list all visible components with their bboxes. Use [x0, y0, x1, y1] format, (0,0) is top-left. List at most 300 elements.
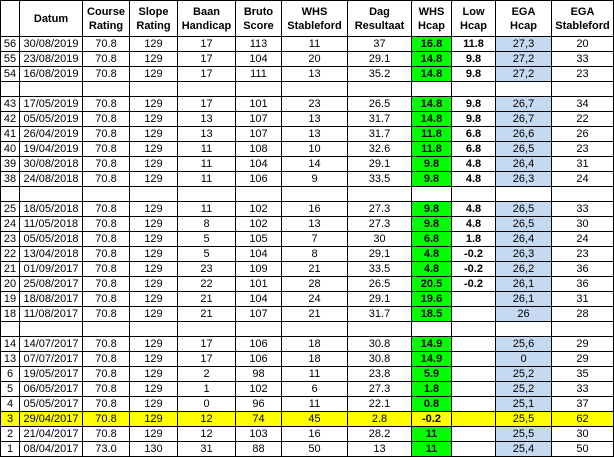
cell-course-rating[interactable]: 70.8 — [83, 112, 130, 127]
cell-whs-stableford[interactable]: 8 — [282, 247, 348, 262]
cell-whs-hcap[interactable]: 9.8 — [412, 202, 452, 217]
cell-whs-stableford[interactable]: 45 — [282, 412, 348, 427]
cell-datum[interactable]: 17/05/2019 — [20, 97, 83, 112]
cell-whs-hcap[interactable]: 16.8 — [412, 37, 452, 52]
cell-ega-stableford[interactable]: 24 — [552, 172, 614, 187]
cell-bruto-score[interactable]: 111 — [236, 67, 282, 82]
cell-low-hcap[interactable]: 4.8 — [452, 157, 496, 172]
cell-datum[interactable]: 11/05/2018 — [20, 217, 83, 232]
cell-bruto-score[interactable]: 101 — [236, 277, 282, 292]
cell-dag-resultaat[interactable]: 31.7 — [348, 307, 412, 322]
cell-bruto-score[interactable]: 103 — [236, 427, 282, 442]
cell-whs-hcap[interactable]: 6.8 — [412, 232, 452, 247]
cell-low-hcap[interactable] — [452, 352, 496, 367]
cell-whs-hcap[interactable]: 9.8 — [412, 157, 452, 172]
cell-slope-rating[interactable]: 129 — [130, 382, 178, 397]
cell-ega-stableford[interactable]: 36 — [552, 277, 614, 292]
cell-slope-rating[interactable]: 129 — [130, 277, 178, 292]
cell-row-number[interactable]: 23 — [1, 232, 20, 247]
empty-cell[interactable] — [236, 82, 282, 97]
cell-dag-resultaat[interactable]: 22.1 — [348, 397, 412, 412]
cell-ega-stableford[interactable]: 33 — [552, 202, 614, 217]
cell-whs-stableford[interactable]: 16 — [282, 202, 348, 217]
cell-course-rating[interactable]: 70.8 — [83, 97, 130, 112]
cell-dag-resultaat[interactable]: 13 — [348, 442, 412, 457]
cell-course-rating[interactable]: 70.8 — [83, 127, 130, 142]
header-ega-stableford[interactable]: EGA Stableford — [552, 1, 614, 37]
cell-whs-hcap[interactable]: 1.8 — [412, 382, 452, 397]
cell-bruto-score[interactable]: 107 — [236, 112, 282, 127]
cell-slope-rating[interactable]: 129 — [130, 37, 178, 52]
cell-low-hcap[interactable]: 9.8 — [452, 112, 496, 127]
cell-dag-resultaat[interactable]: 28.2 — [348, 427, 412, 442]
cell-datum[interactable]: 26/04/2019 — [20, 127, 83, 142]
cell-datum[interactable]: 07/07/2017 — [20, 352, 83, 367]
cell-row-number[interactable]: 40 — [1, 142, 20, 157]
empty-cell[interactable] — [496, 82, 552, 97]
cell-datum[interactable]: 19/05/2017 — [20, 367, 83, 382]
cell-datum[interactable]: 05/05/2019 — [20, 112, 83, 127]
cell-whs-stableford[interactable]: 10 — [282, 142, 348, 157]
header-bruto-score[interactable]: Bruto Score — [236, 1, 282, 37]
cell-slope-rating[interactable]: 129 — [130, 397, 178, 412]
cell-datum[interactable]: 06/05/2017 — [20, 382, 83, 397]
cell-datum[interactable]: 18/08/2017 — [20, 292, 83, 307]
cell-baan-handicap[interactable]: 13 — [178, 112, 236, 127]
cell-whs-hcap[interactable]: 9.8 — [412, 172, 452, 187]
cell-whs-hcap[interactable]: 11 — [412, 427, 452, 442]
cell-baan-handicap[interactable]: 12 — [178, 427, 236, 442]
cell-bruto-score[interactable]: 106 — [236, 172, 282, 187]
cell-ega-hcap[interactable]: 26,3 — [496, 172, 552, 187]
cell-ega-stableford[interactable]: 22 — [552, 112, 614, 127]
cell-low-hcap[interactable]: 4.8 — [452, 172, 496, 187]
cell-whs-stableford[interactable]: 7 — [282, 232, 348, 247]
cell-bruto-score[interactable]: 109 — [236, 262, 282, 277]
empty-cell[interactable] — [496, 187, 552, 202]
cell-dag-resultaat[interactable]: 31.7 — [348, 127, 412, 142]
cell-whs-hcap[interactable]: 14.9 — [412, 352, 452, 367]
cell-whs-hcap[interactable]: 14.8 — [412, 112, 452, 127]
cell-datum[interactable]: 18/05/2018 — [20, 202, 83, 217]
cell-bruto-score[interactable]: 104 — [236, 292, 282, 307]
cell-slope-rating[interactable]: 129 — [130, 427, 178, 442]
cell-bruto-score[interactable]: 104 — [236, 52, 282, 67]
cell-bruto-score[interactable]: 108 — [236, 142, 282, 157]
cell-whs-hcap[interactable]: 11.8 — [412, 142, 452, 157]
cell-baan-handicap[interactable]: 17 — [178, 337, 236, 352]
cell-datum[interactable]: 16/08/2019 — [20, 67, 83, 82]
cell-low-hcap[interactable] — [452, 307, 496, 322]
cell-low-hcap[interactable]: 1.8 — [452, 232, 496, 247]
header-course-rating[interactable]: Course Rating — [83, 1, 130, 37]
cell-baan-handicap[interactable]: 21 — [178, 292, 236, 307]
header-dag-resultaat[interactable]: Dag Resultaat — [348, 1, 412, 37]
cell-baan-handicap[interactable]: 17 — [178, 97, 236, 112]
cell-slope-rating[interactable]: 129 — [130, 247, 178, 262]
cell-low-hcap[interactable] — [452, 382, 496, 397]
cell-dag-resultaat[interactable]: 35.2 — [348, 67, 412, 82]
cell-baan-handicap[interactable]: 17 — [178, 52, 236, 67]
cell-bruto-score[interactable]: 96 — [236, 397, 282, 412]
cell-course-rating[interactable]: 70.8 — [83, 427, 130, 442]
cell-bruto-score[interactable]: 88 — [236, 442, 282, 457]
cell-slope-rating[interactable]: 129 — [130, 172, 178, 187]
header-low-hcap[interactable]: Low Hcap — [452, 1, 496, 37]
empty-cell[interactable] — [452, 82, 496, 97]
empty-cell[interactable] — [236, 322, 282, 337]
empty-cell[interactable] — [496, 322, 552, 337]
cell-ega-stableford[interactable]: 34 — [552, 97, 614, 112]
cell-course-rating[interactable]: 70.8 — [83, 247, 130, 262]
cell-low-hcap[interactable] — [452, 292, 496, 307]
cell-bruto-score[interactable]: 102 — [236, 382, 282, 397]
cell-dag-resultaat[interactable]: 26.5 — [348, 277, 412, 292]
cell-baan-handicap[interactable]: 5 — [178, 247, 236, 262]
cell-low-hcap[interactable] — [452, 427, 496, 442]
cell-dag-resultaat[interactable]: 27.3 — [348, 382, 412, 397]
cell-row-number[interactable]: 21 — [1, 262, 20, 277]
cell-whs-stableford[interactable]: 21 — [282, 262, 348, 277]
cell-bruto-score[interactable]: 74 — [236, 412, 282, 427]
cell-baan-handicap[interactable]: 12 — [178, 412, 236, 427]
empty-cell[interactable] — [552, 187, 614, 202]
cell-ega-stableford[interactable]: 31 — [552, 157, 614, 172]
cell-slope-rating[interactable]: 129 — [130, 232, 178, 247]
cell-whs-hcap[interactable]: 14.9 — [412, 337, 452, 352]
cell-row-number[interactable]: 3 — [1, 412, 20, 427]
cell-row-number[interactable]: 5 — [1, 382, 20, 397]
cell-ega-stableford[interactable]: 36 — [552, 262, 614, 277]
cell-datum[interactable]: 21/04/2017 — [20, 427, 83, 442]
cell-ega-hcap[interactable]: 26,6 — [496, 127, 552, 142]
cell-baan-handicap[interactable]: 23 — [178, 262, 236, 277]
cell-baan-handicap[interactable]: 17 — [178, 67, 236, 82]
cell-ega-stableford[interactable]: 37 — [552, 397, 614, 412]
cell-baan-handicap[interactable]: 17 — [178, 37, 236, 52]
cell-row-number[interactable]: 43 — [1, 97, 20, 112]
cell-ega-hcap[interactable]: 25,1 — [496, 397, 552, 412]
cell-baan-handicap[interactable]: 17 — [178, 352, 236, 367]
cell-bruto-score[interactable]: 107 — [236, 127, 282, 142]
cell-ega-hcap[interactable]: 26,5 — [496, 202, 552, 217]
cell-datum[interactable]: 01/09/2017 — [20, 262, 83, 277]
header-whs-hcap[interactable]: WHS Hcap — [412, 1, 452, 37]
cell-slope-rating[interactable]: 129 — [130, 292, 178, 307]
cell-low-hcap[interactable] — [452, 337, 496, 352]
cell-ega-stableford[interactable]: 62 — [552, 412, 614, 427]
cell-row-number[interactable]: 56 — [1, 37, 20, 52]
cell-whs-hcap[interactable]: 11.8 — [412, 127, 452, 142]
cell-baan-handicap[interactable]: 11 — [178, 172, 236, 187]
cell-slope-rating[interactable]: 129 — [130, 202, 178, 217]
cell-ega-hcap[interactable]: 26,5 — [496, 217, 552, 232]
empty-cell[interactable] — [236, 187, 282, 202]
cell-whs-hcap[interactable]: 4.8 — [412, 262, 452, 277]
cell-baan-handicap[interactable]: 0 — [178, 397, 236, 412]
cell-ega-stableford[interactable]: 24 — [552, 232, 614, 247]
cell-course-rating[interactable]: 70.8 — [83, 262, 130, 277]
cell-whs-stableford[interactable]: 18 — [282, 352, 348, 367]
cell-dag-resultaat[interactable]: 29.1 — [348, 247, 412, 262]
cell-datum[interactable]: 30/08/2018 — [20, 157, 83, 172]
cell-ega-hcap[interactable]: 25,4 — [496, 442, 552, 457]
cell-whs-stableford[interactable]: 13 — [282, 112, 348, 127]
cell-ega-hcap[interactable]: 26,7 — [496, 112, 552, 127]
cell-ega-hcap[interactable]: 27,2 — [496, 52, 552, 67]
cell-row-number[interactable]: 2 — [1, 427, 20, 442]
cell-ega-hcap[interactable]: 25,5 — [496, 412, 552, 427]
cell-ega-stableford[interactable]: 30 — [552, 427, 614, 442]
cell-whs-stableford[interactable]: 50 — [282, 442, 348, 457]
cell-whs-hcap[interactable]: 9.8 — [412, 217, 452, 232]
cell-ega-hcap[interactable]: 26,3 — [496, 247, 552, 262]
empty-cell[interactable] — [348, 82, 412, 97]
cell-low-hcap[interactable] — [452, 412, 496, 427]
cell-slope-rating[interactable]: 129 — [130, 67, 178, 82]
cell-dag-resultaat[interactable]: 31.7 — [348, 112, 412, 127]
cell-ega-stableford[interactable]: 26 — [552, 127, 614, 142]
cell-row-number[interactable]: 55 — [1, 52, 20, 67]
cell-slope-rating[interactable]: 129 — [130, 97, 178, 112]
cell-course-rating[interactable]: 70.8 — [83, 157, 130, 172]
cell-course-rating[interactable]: 70.8 — [83, 337, 130, 352]
cell-ega-stableford[interactable]: 29 — [552, 337, 614, 352]
cell-whs-hcap[interactable]: 18.5 — [412, 307, 452, 322]
cell-bruto-score[interactable]: 101 — [236, 97, 282, 112]
empty-cell[interactable] — [178, 187, 236, 202]
cell-ega-stableford[interactable]: 23 — [552, 67, 614, 82]
cell-course-rating[interactable]: 70.8 — [83, 202, 130, 217]
cell-course-rating[interactable]: 73.0 — [83, 442, 130, 457]
cell-bruto-score[interactable]: 98 — [236, 367, 282, 382]
cell-ega-stableford[interactable]: 28 — [552, 307, 614, 322]
cell-course-rating[interactable]: 70.8 — [83, 397, 130, 412]
empty-cell[interactable] — [348, 322, 412, 337]
cell-ega-stableford[interactable]: 23 — [552, 247, 614, 262]
cell-whs-stableford[interactable]: 11 — [282, 397, 348, 412]
cell-ega-hcap[interactable]: 26,1 — [496, 292, 552, 307]
cell-dag-resultaat[interactable]: 32.6 — [348, 142, 412, 157]
cell-row-number[interactable]: 54 — [1, 67, 20, 82]
cell-whs-stableford[interactable]: 16 — [282, 427, 348, 442]
empty-cell[interactable] — [83, 322, 130, 337]
empty-cell[interactable] — [178, 82, 236, 97]
cell-whs-stableford[interactable]: 14 — [282, 157, 348, 172]
cell-dag-resultaat[interactable]: 23.8 — [348, 367, 412, 382]
cell-whs-stableford[interactable]: 13 — [282, 127, 348, 142]
cell-whs-stableford[interactable]: 23 — [282, 97, 348, 112]
cell-datum[interactable]: 29/04/2017 — [20, 412, 83, 427]
cell-ega-stableford[interactable]: 30 — [552, 217, 614, 232]
cell-low-hcap[interactable]: 9.8 — [452, 67, 496, 82]
cell-dag-resultaat[interactable]: 2.8 — [348, 412, 412, 427]
cell-course-rating[interactable]: 70.8 — [83, 67, 130, 82]
cell-row-number[interactable]: 24 — [1, 217, 20, 232]
cell-ega-hcap[interactable]: 26,2 — [496, 262, 552, 277]
cell-slope-rating[interactable]: 129 — [130, 217, 178, 232]
cell-row-number[interactable]: 13 — [1, 352, 20, 367]
cell-row-number[interactable]: 25 — [1, 202, 20, 217]
cell-course-rating[interactable]: 70.8 — [83, 367, 130, 382]
cell-baan-handicap[interactable]: 22 — [178, 277, 236, 292]
cell-whs-hcap[interactable]: 11 — [412, 442, 452, 457]
cell-course-rating[interactable]: 70.8 — [83, 172, 130, 187]
cell-course-rating[interactable]: 70.8 — [83, 52, 130, 67]
cell-row-number[interactable]: 6 — [1, 367, 20, 382]
cell-baan-handicap[interactable]: 1 — [178, 382, 236, 397]
cell-slope-rating[interactable]: 129 — [130, 142, 178, 157]
cell-datum[interactable]: 13/04/2018 — [20, 247, 83, 262]
cell-datum[interactable]: 11/08/2017 — [20, 307, 83, 322]
empty-cell[interactable] — [130, 82, 178, 97]
cell-slope-rating[interactable]: 129 — [130, 307, 178, 322]
cell-baan-handicap[interactable]: 11 — [178, 142, 236, 157]
cell-whs-hcap[interactable]: 20.5 — [412, 277, 452, 292]
cell-row-number[interactable]: 39 — [1, 157, 20, 172]
cell-whs-stableford[interactable]: 21 — [282, 307, 348, 322]
cell-bruto-score[interactable]: 104 — [236, 247, 282, 262]
cell-whs-stableford[interactable]: 18 — [282, 337, 348, 352]
header-whs-stableford[interactable]: WHS Stableford — [282, 1, 348, 37]
cell-dag-resultaat[interactable]: 33.5 — [348, 262, 412, 277]
cell-baan-handicap[interactable]: 31 — [178, 442, 236, 457]
cell-datum[interactable]: 24/08/2018 — [20, 172, 83, 187]
empty-cell[interactable] — [83, 187, 130, 202]
cell-baan-handicap[interactable]: 2 — [178, 367, 236, 382]
cell-ega-hcap[interactable]: 25,6 — [496, 337, 552, 352]
cell-row-number[interactable]: 1 — [1, 442, 20, 457]
cell-low-hcap[interactable] — [452, 442, 496, 457]
cell-baan-handicap[interactable]: 11 — [178, 157, 236, 172]
cell-course-rating[interactable]: 70.8 — [83, 217, 130, 232]
cell-slope-rating[interactable]: 129 — [130, 157, 178, 172]
cell-ega-hcap[interactable]: 26 — [496, 307, 552, 322]
cell-baan-handicap[interactable]: 8 — [178, 217, 236, 232]
header-ega-hcap[interactable]: EGA Hcap — [496, 1, 552, 37]
cell-low-hcap[interactable]: -0.2 — [452, 262, 496, 277]
empty-cell[interactable] — [20, 322, 83, 337]
cell-row-number[interactable]: 41 — [1, 127, 20, 142]
cell-course-rating[interactable]: 70.8 — [83, 37, 130, 52]
cell-slope-rating[interactable]: 129 — [130, 112, 178, 127]
cell-low-hcap[interactable]: 11.8 — [452, 37, 496, 52]
cell-course-rating[interactable]: 70.8 — [83, 232, 130, 247]
cell-datum[interactable]: 23/08/2019 — [20, 52, 83, 67]
cell-whs-hcap[interactable]: 14.8 — [412, 67, 452, 82]
cell-course-rating[interactable]: 70.8 — [83, 292, 130, 307]
empty-cell[interactable] — [130, 322, 178, 337]
cell-whs-stableford[interactable]: 28 — [282, 277, 348, 292]
empty-cell[interactable] — [282, 322, 348, 337]
cell-dag-resultaat[interactable]: 30.8 — [348, 337, 412, 352]
cell-ega-stableford[interactable]: 23 — [552, 142, 614, 157]
empty-cell[interactable] — [1, 322, 20, 337]
empty-cell[interactable] — [83, 82, 130, 97]
cell-slope-rating[interactable]: 130 — [130, 442, 178, 457]
header-slope-rating[interactable]: Slope Rating — [130, 1, 178, 37]
cell-low-hcap[interactable]: -0.2 — [452, 277, 496, 292]
empty-cell[interactable] — [552, 322, 614, 337]
cell-datum[interactable]: 08/04/2017 — [20, 442, 83, 457]
cell-low-hcap[interactable]: 9.8 — [452, 97, 496, 112]
cell-ega-hcap[interactable]: 25,2 — [496, 367, 552, 382]
cell-ega-hcap[interactable]: 0 — [496, 352, 552, 367]
empty-cell[interactable] — [282, 187, 348, 202]
cell-dag-resultaat[interactable]: 37 — [348, 37, 412, 52]
cell-baan-handicap[interactable]: 21 — [178, 307, 236, 322]
cell-dag-resultaat[interactable]: 29.1 — [348, 52, 412, 67]
cell-course-rating[interactable]: 70.8 — [83, 352, 130, 367]
cell-bruto-score[interactable]: 107 — [236, 307, 282, 322]
empty-cell[interactable] — [412, 82, 452, 97]
cell-course-rating[interactable]: 70.8 — [83, 412, 130, 427]
cell-dag-resultaat[interactable]: 29.1 — [348, 157, 412, 172]
cell-row-number[interactable]: 20 — [1, 277, 20, 292]
cell-dag-resultaat[interactable]: 33.5 — [348, 172, 412, 187]
cell-whs-stableford[interactable]: 6 — [282, 382, 348, 397]
cell-course-rating[interactable]: 70.8 — [83, 382, 130, 397]
cell-datum[interactable]: 25/08/2017 — [20, 277, 83, 292]
cell-ega-stableford[interactable]: 33 — [552, 382, 614, 397]
empty-cell[interactable] — [452, 187, 496, 202]
cell-whs-hcap[interactable]: -0.2 — [412, 412, 452, 427]
cell-whs-stableford[interactable]: 13 — [282, 67, 348, 82]
cell-ega-stableford[interactable]: 29 — [552, 352, 614, 367]
cell-low-hcap[interactable]: 4.8 — [452, 202, 496, 217]
cell-low-hcap[interactable]: 9.8 — [452, 52, 496, 67]
cell-low-hcap[interactable]: 6.8 — [452, 142, 496, 157]
cell-slope-rating[interactable]: 129 — [130, 412, 178, 427]
cell-bruto-score[interactable]: 102 — [236, 217, 282, 232]
cell-row-number[interactable]: 18 — [1, 307, 20, 322]
cell-bruto-score[interactable]: 102 — [236, 202, 282, 217]
cell-row-number[interactable]: 14 — [1, 337, 20, 352]
empty-cell[interactable] — [178, 322, 236, 337]
cell-slope-rating[interactable]: 129 — [130, 337, 178, 352]
cell-ega-hcap[interactable]: 25,5 — [496, 427, 552, 442]
cell-ega-stableford[interactable]: 33 — [552, 52, 614, 67]
cell-row-number[interactable]: 4 — [1, 397, 20, 412]
cell-course-rating[interactable]: 70.8 — [83, 142, 130, 157]
cell-datum[interactable]: 19/04/2019 — [20, 142, 83, 157]
cell-row-number[interactable]: 42 — [1, 112, 20, 127]
cell-course-rating[interactable]: 70.8 — [83, 307, 130, 322]
cell-slope-rating[interactable]: 129 — [130, 52, 178, 67]
cell-bruto-score[interactable]: 104 — [236, 157, 282, 172]
cell-dag-resultaat[interactable]: 27.3 — [348, 217, 412, 232]
empty-cell[interactable] — [130, 187, 178, 202]
cell-row-number[interactable]: 38 — [1, 172, 20, 187]
empty-cell[interactable] — [282, 82, 348, 97]
cell-baan-handicap[interactable]: 11 — [178, 202, 236, 217]
empty-cell[interactable] — [20, 82, 83, 97]
cell-dag-resultaat[interactable]: 29.1 — [348, 292, 412, 307]
cell-dag-resultaat[interactable]: 30.8 — [348, 352, 412, 367]
cell-whs-hcap[interactable]: 14.8 — [412, 52, 452, 67]
cell-whs-hcap[interactable]: 19.6 — [412, 292, 452, 307]
cell-course-rating[interactable]: 70.8 — [83, 277, 130, 292]
cell-ega-hcap[interactable]: 26,7 — [496, 97, 552, 112]
empty-cell[interactable] — [552, 82, 614, 97]
cell-low-hcap[interactable]: 6.8 — [452, 127, 496, 142]
header-baan-handicap[interactable]: Baan Handicap — [178, 1, 236, 37]
cell-ega-stableford[interactable]: 50 — [552, 442, 614, 457]
cell-row-number[interactable]: 22 — [1, 247, 20, 262]
cell-slope-rating[interactable]: 129 — [130, 262, 178, 277]
cell-bruto-score[interactable]: 105 — [236, 232, 282, 247]
empty-cell[interactable] — [412, 187, 452, 202]
